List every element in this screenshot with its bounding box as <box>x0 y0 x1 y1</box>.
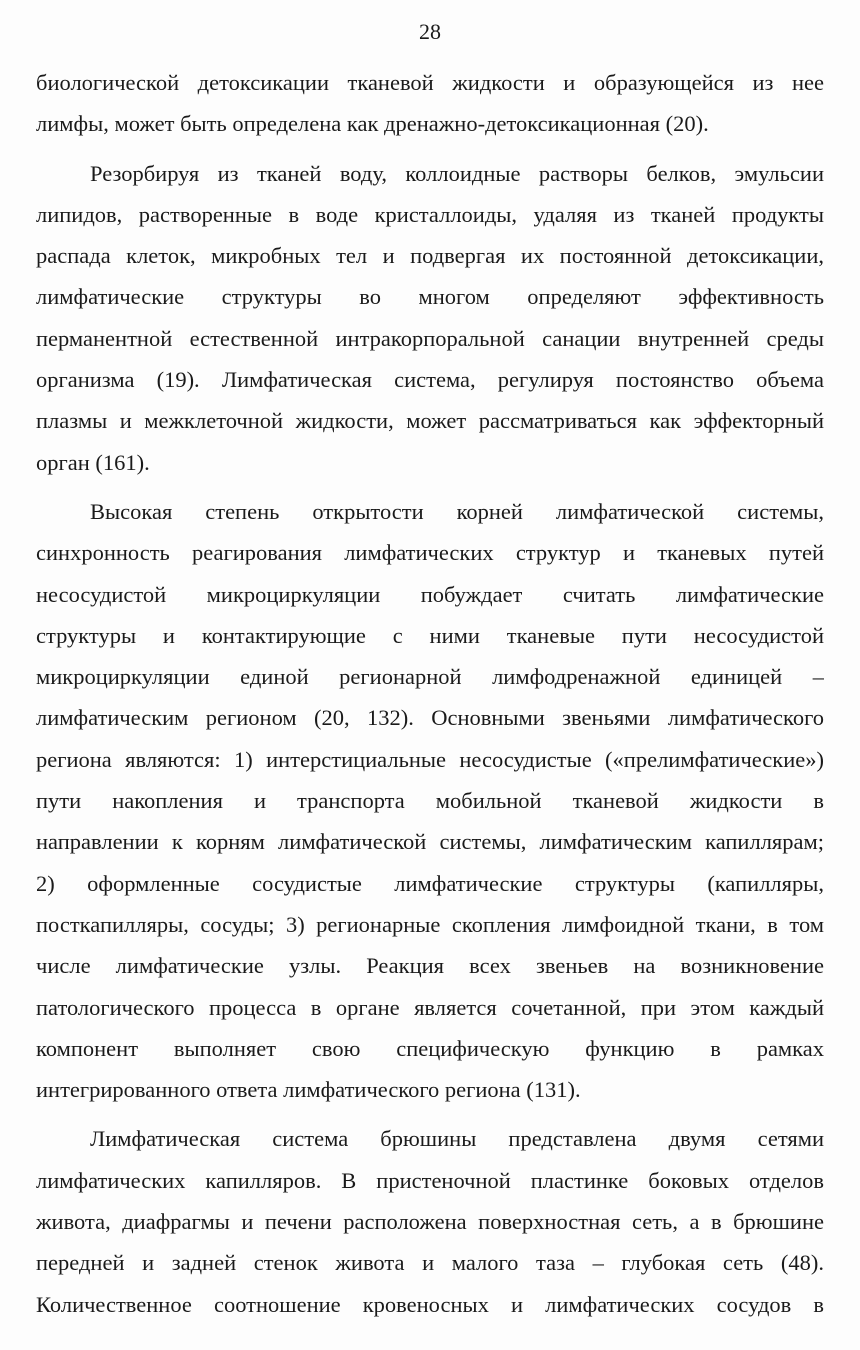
document-body <box>36 62 824 1325</box>
text-line: компонент выполняет свою специфическую функцию в рамках <box>36 1035 824 1061</box>
text-line: синхронность реагирования лимфатических структур и тканевых путей <box>36 540 824 566</box>
text-line: лимфатические структуры во многом определяют эффективность <box>36 284 824 310</box>
text-line: распада клеток, микробных тел и подвергая их постоянной детоксикации, <box>36 243 824 269</box>
text-line: организма (19). Лимфатическая система, регулируя постоянство объема <box>36 367 824 393</box>
text-line: передней и задней стенок живота и малого таза – глубокая сеть (48). <box>36 1250 824 1276</box>
text-line: липидов, растворенные в воде кристаллоиды, удаляя из тканей продукты <box>36 201 824 227</box>
text-line: микроциркуляции единой регионарной лимфодренажной единицей – <box>36 664 824 690</box>
text-line: лимфатическим регионом (20, 132). Основными звеньями лимфатического <box>36 705 824 731</box>
text-line: числе лимфатические узлы. Реакция всех звеньев на возникновение <box>36 953 824 979</box>
text-line: направлении к корням лимфатической системы, лимфатическим капиллярам; <box>36 829 824 855</box>
text-line: пути накопления и транспорта мобильной тканевой жидкости в <box>36 788 824 814</box>
text-line: плазмы и межклеточной жидкости, может рассматриваться как эффекторный <box>36 408 824 434</box>
text-line: посткапилляры, сосуды; 3) регионарные скопления лимфоидной ткани, в том <box>36 911 824 937</box>
text-line: структуры и контактирующие с ними тканевые пути несосудистой <box>36 622 824 648</box>
text-line: лимфатических капилляров. В пристеночной пластинке боковых отделов <box>36 1167 824 1193</box>
text-line: перманентной естественной интракорпоральной санации внутренней среды <box>36 325 824 351</box>
text-line: региона являются: 1) интерстициальные несосудистые («прелимфатические») <box>36 746 824 772</box>
text-line: Количественное соотношение кровеносных и лимфатических сосудов в <box>36 1291 824 1317</box>
text-line: биологической детоксикации тканевой жидкости и образующейся из нее <box>36 70 824 95</box>
text-line: орган (161). <box>36 449 150 475</box>
page-number: 28 <box>419 19 441 44</box>
text-line: лимфы, может быть определена как дренажно-детоксикационная (20). <box>36 111 709 137</box>
text-line: живота, диафрагмы и печени расположена поверхностная сеть, а в брюшине <box>36 1209 824 1235</box>
text-line: Резорбируя из тканей воду, коллоидные растворы белков, эмульсии <box>90 160 824 186</box>
text-line: Высокая степень открытости корней лимфатической системы, <box>90 498 824 524</box>
text-line: 2) оформленные сосудистые лимфатические структуры (капилляры, <box>36 870 824 896</box>
text-line: несосудистой микроциркуляции побуждает считать лимфатические <box>36 581 824 607</box>
text-line: патологического процесса в органе является сочетанной, при этом каждый <box>36 994 824 1020</box>
text-line: интегрированного ответа лимфатического региона (131). <box>36 1077 581 1103</box>
text-line: Лимфатическая система брюшины представлена двумя сетями <box>90 1126 824 1152</box>
